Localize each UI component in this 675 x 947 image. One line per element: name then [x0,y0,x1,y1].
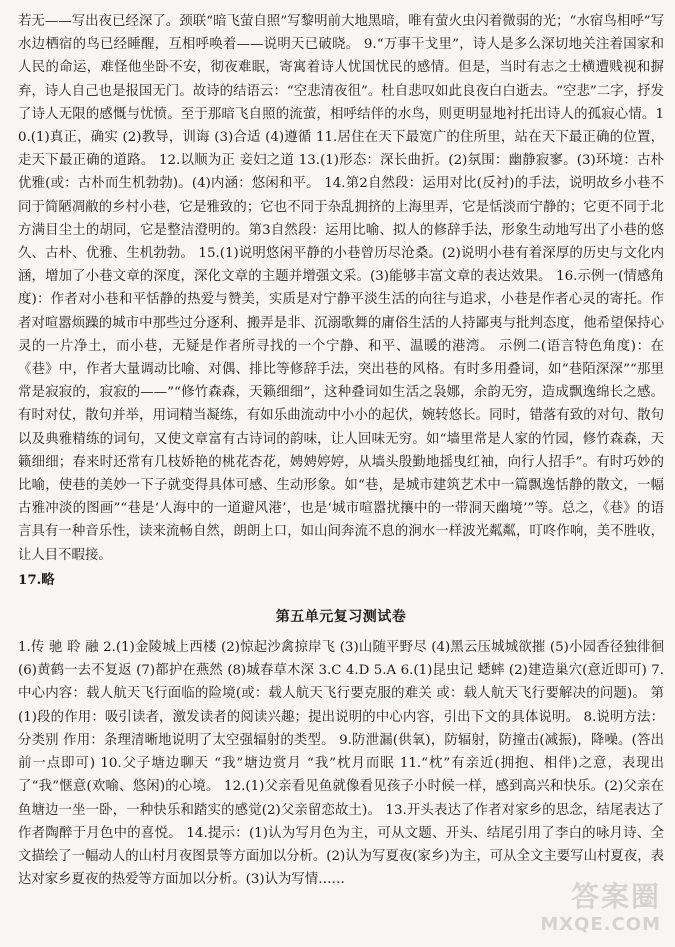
answer-text-part2: 1.传 驰 聆 融 2.(1)金陵城上西楼 (2)惊起沙禽掠岸飞 (3)山随平野尽 (4)黑云压城城欲摧 (5)小园香径独徘徊 (6)黄鹤一去不复返 (7)都护在燕然 (8)城春草木深 3.C 4.D 5.A 6.(1)昆虫记 蟋蟀 (2)建造巢穴(意近即可) 7.中心内容：载人航天飞行面临的险境(或：载人航天飞行要克服的难关 或：载人航天飞行要解决的问题)。 第(1)段的作用：吸引读者，激发读者的阅读兴趣；提出说明的中心内容，引出下文的具体说明。 8.说明方法：分类别 作用：条理清晰地说明了太空强辐射的类型。 9.防泄漏(供氧)，防辐射，防撞击(减振)，降噪。(答出前一点即可) 10.父子塘边聊天 “我”塘边赏月 “我”枕月而眠 11.“枕”有亲近(拥抱、相伴)之意，表现出了“我”惬意(欢喻、悠闲)的心境。 12.(1)父亲看见鱼就像看见孩子小时候一样，感到高兴和快乐。(2)父亲在鱼塘边一坐一卧，一种快乐和踏实的感觉(2)父亲留恋故土)。 13.开头表达了作者对家乡的思念，结尾表达了作者陶醉于月色中的喜悦。 14.提示：(1)认为写月色为主，可从文题、开头、结尾引用了李白的咏月诗、全文描绘了一幅动人的山村月夜图景等方面加以分析。(2)认为写夏夜(家乡)为主，可从全文主要写山村夏夜，表达对家乡夏夜的热爱等方面加以分析。(3)认为写情…… [18,640,664,888]
watermark-text-url: MXQE.COM [540,914,661,935]
answer-text-part1: 若无——写出夜已经深了。颈联“暗飞萤自照”写黎明前大地黑暗，唯有萤火虫闪着微弱的光；“水宿鸟相呼”写水边栖宿的鸟已经睡醒，互相呼唤着——说明天已破晓。 9.“万事干戈里”，诗人是多么深切地关注着国家和人民的命运，难怪他坐卧不安，彻夜难眠，寄寓着诗人忧国忧民的感情。但是，当时有志之士横遭贱视和摒弃，诗人自己也是报国无门。故诗的结语云：“空悲清夜徂”。杜自悲叹如此良夜白白逝去。“空悲”二字，抒发了诗人无限的感慨与忧愤。至于那暗飞自照的流萤，相呼结伴的水鸟，则更明显地衬托出诗人的孤寂心情。10.(1)真正，确实 (2)教导，训诲 (3)合适 (4)遵循 11.居住在天下最宽广的住所里，站在天下最正确的位置，走天下最正确的道路。 12.以顺为正 妾妇之道 13.(1)形态：深长曲折。(2)氛围：幽静寂寥。(3)环境：古朴优雅(或：古朴而生机勃勃)。(4)内涵：悠闲和平。 14.第2自然段：运用对比(反衬)的手法，说明故乡小巷不同于简陋凋敝的乡村小巷，它是雅致的；它也不同于杂乱拥挤的上海里弄，它是恬淡而宁静的；它更不同于北方满目尘土的胡同，它是整洁澄明的。第3自然段：运用比喻、拟人的修辞手法，形象生动地写出了小巷的悠久、古朴、优雅、生机勃勃。 15.(1)说明悠闲平静的小巷曾历尽沧桑。(2)说明小巷有着深厚的历史与文化内涵，增加了小巷文章的深度，深化文章的主题并增强文采。(3)能够丰富文章的表达效果。 16.示例一(情感角度)：作者对小巷和平恬静的热爱与赞美，实质是对宁静平淡生活的向往与追求，小巷是作者心灵的寄托。作者对喧嚣烦躁的城市中那些过分逐利、搬弄是非、沉溺歌舞的庸俗生活的人持鄙夷与批判态度，他希望保持心灵的一片净土，而小巷，无疑是作者所寻找的一个宁静、和平、温暖的港湾。 示例二(语言特色角度)：在《巷》中，作者大量调动比喻、对偶、排比等修辞手法，突出巷的风格。有时多用叠词，如“巷陌深深”“那里常是寂寂的，寂寂的——”“修竹森森，天籁细细”，这种叠词如生活之袅娜，余韵无穷，造成飘逸绵长之感。有时对仗，散句并举，用词精当凝练，有如乐曲流动中小小的起伏，婉转悠长。同时，错落有致的对句、散句以及典雅精练的词句，又使文章富有古诗词的韵味，让人回味无穷。如“墙里常是人家的竹园，修竹森森，天籁细细；春来时还常有几枝娇艳的桃花杏花，娉娉婷婷，从墙头殷勤地摇曳红袖，向行人招手”。有时巧妙的比喻，使巷的美妙一下子就变得具体可感、生动形象。如“巷，是城市建筑艺术中一篇飘逸恬静的散文，一幅古雅冲淡的图画”“巷是‘人海中的一道避风港’，也是‘城市喧嚣扰攘中的一带洞天幽境’”等。总之，《巷》的语言具有一种音乐性，读来流畅自然，朗朗上口，如山间奔流不息的涧水一样波光粼粼，叮咚作响，美不胜收，让人目不暇接。 [18,14,664,563]
answer-17: 17.略 [18,571,55,588]
watermark-text-cn: 答案圈 [570,880,661,913]
answer-page [18,10,664,938]
section-title: 第五单元复习测试卷 [275,609,407,626]
